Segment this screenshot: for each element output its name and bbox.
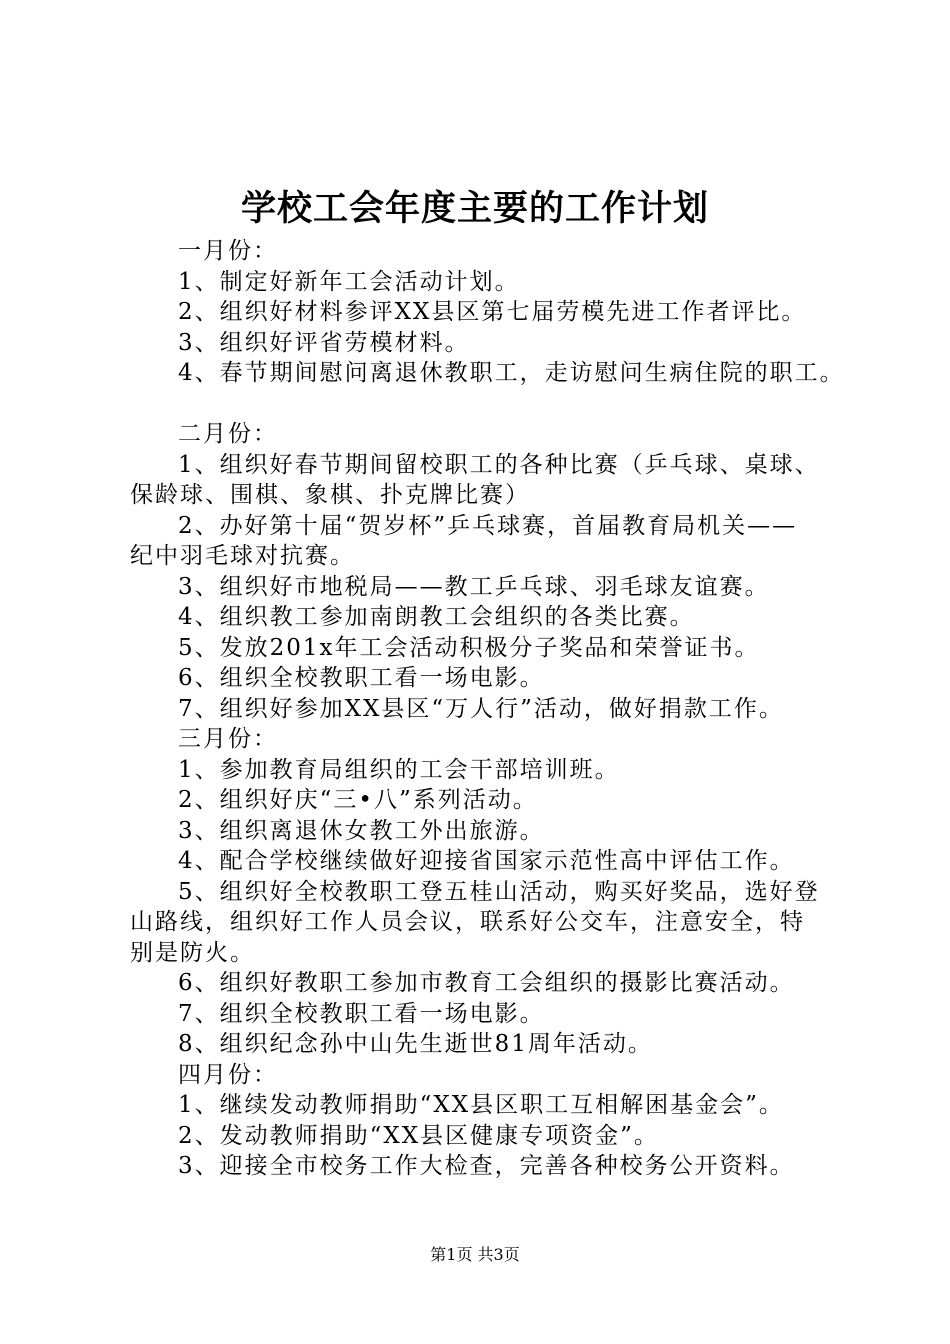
page-footer: 第1页 共3页 <box>430 1245 520 1264</box>
text-line: 2、办好第十届“贺岁杯”乒乓球赛，首届教育局机关—— <box>178 512 798 539</box>
text-line: 3、迎接全市校务工作大检查，完善各种校务公开资料。 <box>178 1153 795 1179</box>
text-line: 一月份： <box>178 238 278 264</box>
text-line: 2、发动教师捐助“XX县区健康专项资金”。 <box>178 1122 659 1149</box>
document-title: 学校工会年度主要的工作计划 <box>240 188 709 229</box>
text-line: 7、组织全校教职工看一场电影。 <box>178 1000 545 1027</box>
text-line: 5、组织好全校教职工登五桂山活动，购买好奖品，选好登 <box>178 878 820 905</box>
text-line: 8、组织纪念孙中山先生逝世81周年活动。 <box>178 1031 653 1057</box>
text-line: 1、参加教育局组织的工会干部培训班。 <box>178 756 620 783</box>
text-line: 4、配合学校继续做好迎接省国家示范性高中评估工作。 <box>178 848 795 874</box>
text-line: 3、组织好市地税局——教工乒乓球、羽毛球友谊赛。 <box>178 573 770 600</box>
document-body <box>130 236 850 1182</box>
text-line: 纪中羽毛球对抗赛。 <box>130 543 355 569</box>
text-line: 1、组织好春节期间留校职工的各种比赛（乒乓球、桌球、 <box>178 451 820 478</box>
text-line: 四月份： <box>178 1061 278 1088</box>
text-line: 二月份： <box>178 421 278 447</box>
text-line: 3、组织离退休女教工外出旅游。 <box>178 817 545 844</box>
blank-line <box>130 389 850 420</box>
text-line: 4、组织教工参加南朗教工会组织的各类比赛。 <box>178 604 695 630</box>
text-line: 保龄球、围棋、象棋、扑克牌比赛） <box>130 482 530 508</box>
text-line: 2、组织好材料参评XX县区第七届劳模先进工作者评比。 <box>178 299 807 325</box>
text-line: 1、制定好新年工会活动计划。 <box>178 268 520 295</box>
text-line: 6、组织全校教职工看一场电影。 <box>178 665 545 691</box>
text-line: 7、组织好参加XX县区“万人行”活动，做好捐款工作。 <box>178 695 784 722</box>
text-line: 5、发放201x年工会活动积极分子奖品和荣誉证书。 <box>178 634 760 661</box>
text-line: 山路线，组织好工作人员会议，联系好公交车，注意安全，特 <box>130 909 805 935</box>
text-line: 6、组织好教职工参加市教育工会组织的摄影比赛活动。 <box>178 970 795 996</box>
text-line: 3、组织好评省劳模材料。 <box>178 329 470 356</box>
text-line: 三月份： <box>178 726 278 752</box>
text-line: 别是防火。 <box>130 939 255 966</box>
text-line: 4、春节期间慰问离退休教职工，走访慰问生病住院的职工。 <box>178 360 845 386</box>
text-line: 1、继续发动教师捐助“XX县区职工互相解困基金会”。 <box>178 1092 784 1118</box>
text-line: 2、组织好庆“三•八”系列活动。 <box>178 787 538 813</box>
